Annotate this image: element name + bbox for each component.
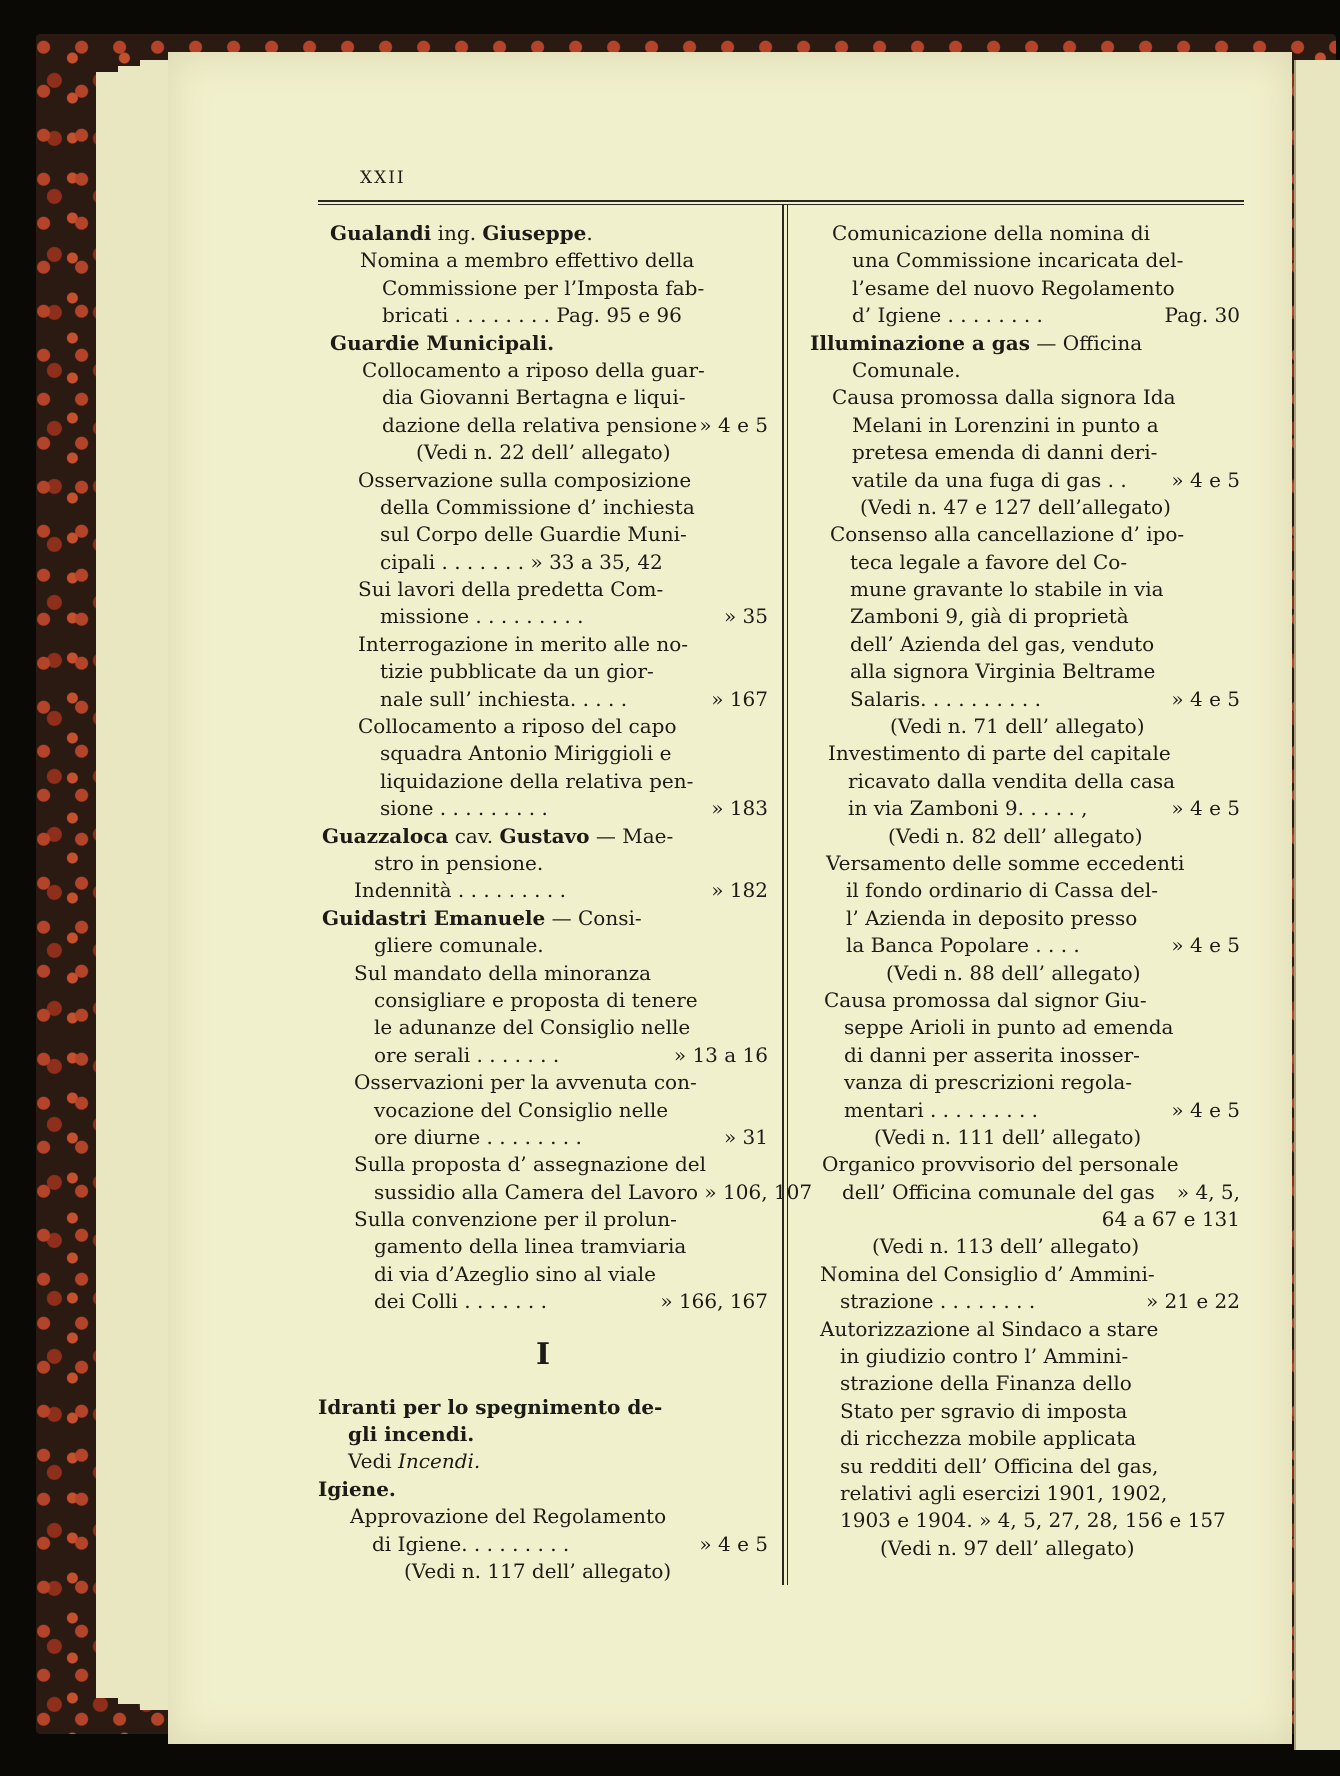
entry-line: 1903 e 1904. » 4, 5, 27, 28, 156 e 157 [840,1508,1226,1533]
facing-page-edge [1294,60,1340,1750]
entry-line: Interrogazione in merito alle no- [358,631,689,656]
entry-line: mune gravante lo stabile in via [850,577,1164,602]
entry-line: alla signora Virginia Beltrame [850,659,1156,684]
entry-line: Organico provvisorio del personale [822,1152,1179,1177]
entry-line: Autorizzazione al Sindaco a stare [820,1316,1159,1341]
entry-note: (Vedi n. 88 dell’ allegato) [886,960,1141,985]
entry-line: sul Corpo delle Guardie Muni- [380,522,687,547]
entry-note: (Vedi n. 82 dell’ allegato) [888,823,1143,848]
page-ref: » 13 a 16 [673,1042,768,1067]
entry-line: dei Colli . . . . . . . » 166, 167 [318,1288,768,1315]
entry-line: squadra Antonio Miriggioli e [380,741,672,766]
page-ref: » 35 [723,604,768,629]
entry-line: stro in pensione. [374,850,544,875]
entry-line: di ricchezza mobile applicata [840,1426,1137,1451]
entry-line: l’esame del nuovo Regolamento [852,275,1175,300]
page-ref: » 4 e 5 [1171,467,1240,492]
entry-heading: Guidastri Emanuele — Consi- [322,905,642,930]
entry-line: seppe Arioli in punto ad emenda [844,1015,1174,1040]
page-ref: » 166, 167 [660,1289,768,1314]
entry-line: strazione della Finanza dello [840,1371,1132,1396]
entry-line: Consenso alla cancellazione d’ ipo- [830,522,1185,547]
entry-line: Osservazioni per la avvenuta con- [354,1070,697,1095]
entry-line: ore diurne . . . . . . . . » 31 [318,1124,768,1151]
entry-line: l’ Azienda in deposito presso [846,905,1138,930]
entry-line: Sul mandato della minoranza [354,960,652,985]
entry-line: Causa promossa dal signor Giu- [824,987,1147,1012]
entry-line: di Igiene. . . . . . . . . » 4 e 5 [318,1531,768,1558]
entry-line: liquidazione della relativa pen- [380,768,694,793]
entry-note: (Vedi n. 117 dell’ allegato) [404,1558,672,1583]
entry-line: strazione . . . . . . . . » 21 e 22 [810,1288,1240,1315]
entry-line: Sulla proposta d’ assegnazione del [354,1152,706,1177]
entry-line: Zamboni 9, già di proprietà [850,604,1129,629]
entry-line: in giudizio contro l’ Ammini- [840,1344,1129,1369]
entry-note: (Vedi n. 111 dell’ allegato) [874,1124,1142,1149]
header-rule [318,200,1244,205]
entry-line: Versamento delle somme eccedenti [826,850,1185,875]
entry-line: le adunanze del Consiglio nelle [374,1015,691,1040]
page-ref: » 4 e 5 [699,412,768,437]
page-ref: » 21 e 22 [1145,1289,1240,1314]
entry-line: sione . . . . . . . . . » 183 [318,795,768,822]
page-ref: » 4 e 5 [1171,1097,1240,1122]
entry-line: Melani in Lorenzini in punto a [852,412,1159,437]
page-ref: Pag. 30 [1164,303,1240,328]
entry-line: della Commissione d’ inchiesta [380,494,695,519]
entry-line: Approvazione del Regolamento [350,1504,667,1529]
entry-line: missione . . . . . . . . . » 35 [318,603,768,630]
entry-heading: Guardie Municipali. [330,330,555,355]
entry-heading: gli incendi. [348,1422,475,1447]
page-ref: » 4 e 5 [699,1531,768,1556]
entry-line: Comunale. [852,357,961,382]
entry-line: Osservazione sulla composizione [358,467,692,492]
entry-line: bricati . . . . . . . . Pag. 95 e 96 [382,303,682,328]
entry-line: ricavato dalla vendita della casa [848,768,1176,793]
entry-line: Investimento di parte del capitale [828,741,1171,766]
entry-heading: Igiene. [318,1476,396,1501]
entry-line: dell’ Officina comunale del gas » 4, 5, [810,1179,1240,1206]
entry-line: Causa promossa dalla signora Ida [832,385,1176,410]
section-letter: I [535,1336,551,1372]
right-column [810,220,1240,1562]
page-ref: » 167 [711,686,768,711]
entry-line: d’ Igiene . . . . . . . . Pag. 30 [810,302,1240,329]
entry-line: consigliare e proposta di tenere [374,987,698,1012]
entry-note: (Vedi n. 47 e 127 dell’allegato) [860,494,1171,519]
page-ref: » 4 e 5 [1171,686,1240,711]
entry-note: (Vedi n. 71 dell’ allegato) [890,714,1145,739]
entry-line: gamento della linea tramviaria [374,1234,687,1259]
entry-line: Collocamento a riposo del capo [358,714,677,739]
entry-line: ore serali . . . . . . . » 13 a 16 [318,1042,768,1069]
left-column [318,220,813,1585]
entry-line: vanza di prescrizioni regola- [844,1070,1133,1095]
entry-line: gliere comunale. [374,933,544,958]
entry-line: su redditi dell’ Officina del gas, [840,1453,1159,1478]
page-ref: » 183 [711,796,768,821]
entry-line: il fondo ordinario di Cassa del- [846,878,1159,903]
entry-line: la Banca Popolare . . . . » 4 e 5 [810,932,1240,959]
entry-line: Nomina a membro effettivo della [360,248,695,273]
entry-line: sussidio alla Camera del Lavoro » 106, 107 [374,1179,813,1204]
column-divider [782,205,784,1585]
column-divider [787,205,788,1585]
entry-line: vatile da una fuga di gas . . » 4 e 5 [810,467,1240,494]
entry-heading: Illuminazione a gas — Officina [810,330,1143,355]
entry-line: Sulla convenzione per il prolun- [354,1207,677,1232]
entry-line: Vedi Incendi. [348,1449,481,1474]
entry-line: 64 a 67 e 131 [1101,1207,1240,1232]
entry-line: Indennità . . . . . . . . . » 182 [318,877,768,904]
page-number: XXII [360,168,406,188]
entry-line: Stato per sgravio di imposta [840,1398,1128,1423]
entry-line: dell’ Azienda del gas, venduto [850,631,1155,656]
entry-line: di danni per asserita inosser- [844,1042,1140,1067]
entry-line: una Commissione incaricata del- [852,248,1184,273]
entry-line: tizie pubblicate da un gior- [380,659,654,684]
entry-line: Salaris. . . . . . . . . . » 4 e 5 [810,686,1240,713]
entry-heading: Gualandi ing. Giuseppe. [330,221,593,245]
page-ref: » 4 e 5 [1171,796,1240,821]
entry-line: Commissione per l’Imposta fab- [382,275,705,300]
entry-note: (Vedi n. 97 dell’ allegato) [880,1535,1135,1560]
page-ref: » 4 e 5 [1171,933,1240,958]
entry-line: teca legale a favore del Co- [850,549,1128,574]
page-ref: » 4, 5, [1176,1179,1240,1204]
entry-note: (Vedi n. 22 dell’ allegato) [416,440,671,465]
entry-heading: Idranti per lo spegnimento de- [318,1394,663,1419]
entry-line: Comunicazione della nomina di [832,221,1150,245]
entry-line: relativi agli esercizi 1901, 1902, [840,1480,1168,1505]
entry-line: di via d’Azeglio sino al viale [374,1261,656,1286]
page-ref: » 182 [711,878,768,903]
entry-line: in via Zamboni 9. . . . . , » 4 e 5 [810,795,1240,822]
entry-line: dia Giovanni Bertagna e liqui- [382,385,686,410]
entry-line: mentari . . . . . . . . . » 4 e 5 [810,1097,1240,1124]
entry-heading: Guazzaloca cav. Gustavo — Mae- [322,823,674,848]
entry-note: (Vedi n. 113 dell’ allegato) [872,1234,1140,1259]
entry-line: Sui lavori della predetta Com- [358,577,664,602]
entry-line: pretesa emenda di danni deri- [852,440,1158,465]
entry-line: cipali . . . . . . . » 33 a 35, 42 [380,549,663,574]
entry-line: dazione della relativa pensione » 4 e 5 [318,412,768,439]
entry-line: vocazione del Consiglio nelle [374,1097,669,1122]
entry-line: nale sull’ inchiesta. . . . . » 167 [318,686,768,713]
page-ref: » 31 [723,1124,768,1149]
entry-line: Nomina del Consiglio d’ Ammini- [820,1261,1155,1286]
entry-line: Collocamento a riposo della guar- [362,357,705,382]
